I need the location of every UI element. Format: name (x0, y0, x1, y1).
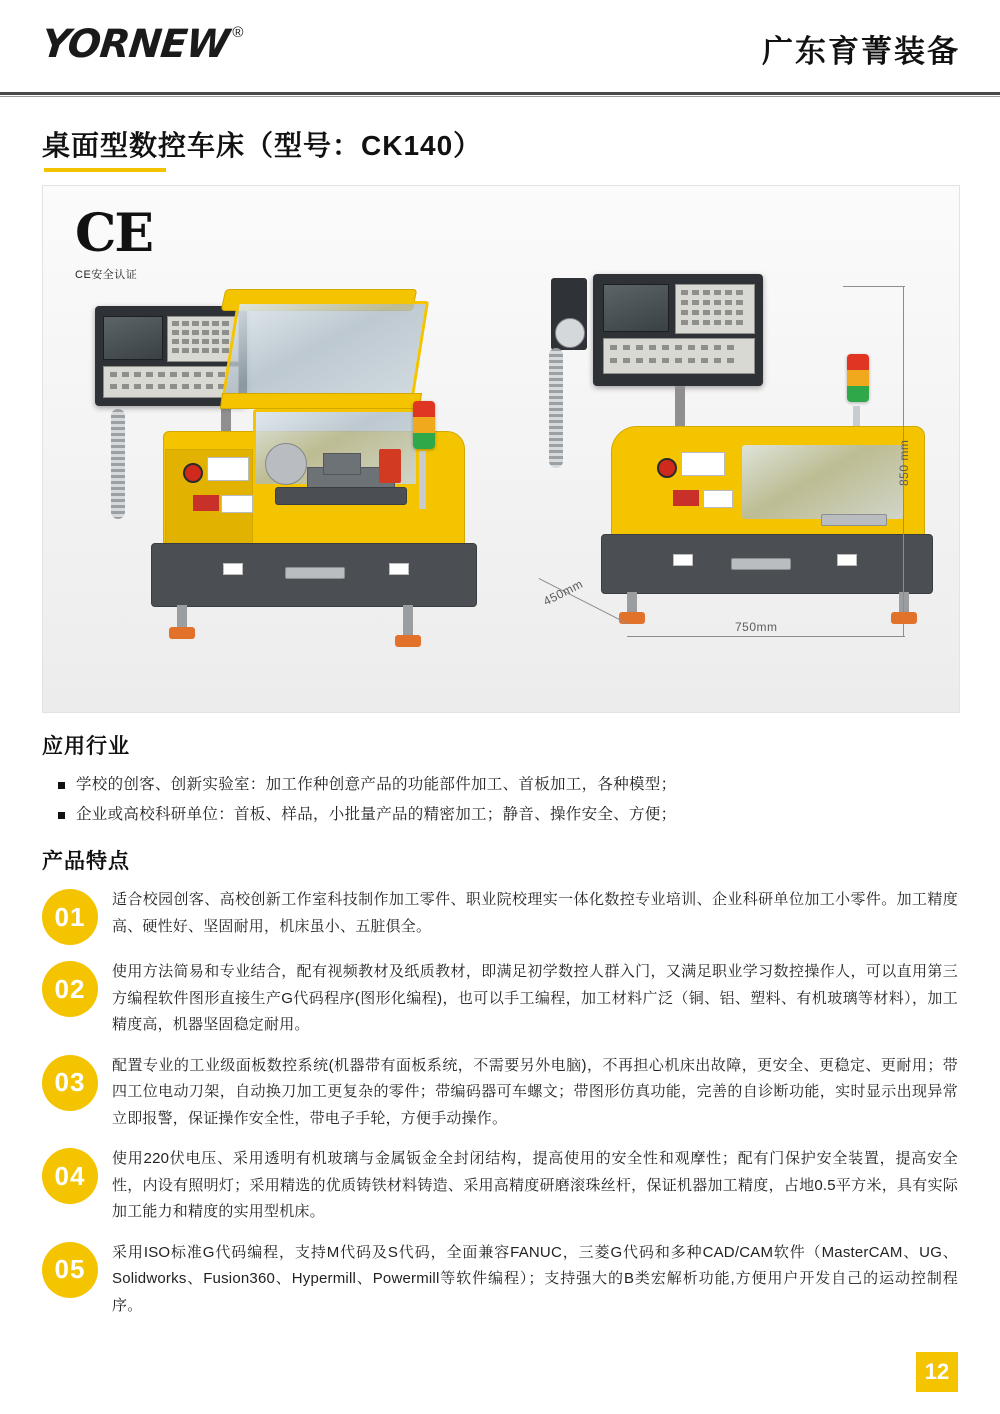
feature-text: 适合校园创客、高校创新工作室科技制作加工零件、职业院校理实一体化数控专业培训、企业科研单位加工小零件。加工精度高、硬性好、坚固耐用，机床虽小、五脏俱全。 (112, 891, 958, 935)
pendant-cable (549, 348, 563, 468)
control-label-plate-2 (681, 452, 725, 476)
feature-number-badge: 05 (42, 1242, 98, 1298)
base-plate-left (223, 563, 243, 575)
machine-photo-closed (523, 286, 943, 666)
feature-text: 使用220伏电压、采用透明有机玻璃与金属钣金全封闭结构，提高使用的安全性和观摩性；配有门保护安全装置，提高安全性，内设有照明灯；采用精选的优质铸铁材料铸造、采用高精度研磨滚珠丝杆，保证机器加工精度，占地0.5平方米，具有实际加工能力和精度的实用型机床。 (112, 1150, 958, 1220)
emergency-stop-button-2[interactable] (657, 458, 677, 478)
width-dimension-line (627, 636, 903, 637)
feature-text: 采用ISO标准G代码编程，支持M代码及S代码，全面兼容FANUC，三菱G代码和多种CAD/CAM软件（MasterCAM、UG、Solidworks、Fusion360、Hypermill、Powermill等软件编程）；支持强大的B类宏解析功能,方便用户开发自己的运动控制程序。 (112, 1243, 958, 1314)
features-list (42, 885, 958, 1331)
monitor-screen-2 (603, 284, 669, 332)
monitor-screen (103, 316, 163, 360)
feature-text: 使用方法简易和专业结合，配有视频教材及纸质教材，即满足初学数控人群入门，又满足职业学习数控操作人，可以直用第三方编程软件图形直接生产G代码程序(图形化编程)，也可以手工编程，加工材料广泛（铜、铝、塑料、有机玻璃等材料），加工精度高，机器坚固稳定耐用。 (112, 963, 958, 1033)
lamp-amber-2 (847, 370, 869, 386)
company-logo (39, 22, 244, 67)
depth-dimension-label: 450mm (541, 576, 586, 609)
machine-photo-open-hood (103, 281, 503, 671)
base-plate-right-2 (837, 554, 857, 566)
drawer-handle-2 (731, 558, 791, 570)
monitor-lower-keypad-2 (603, 338, 755, 374)
warning-plate (193, 495, 219, 511)
header-divider (0, 92, 1000, 95)
ce-logo-icon: CE (75, 203, 153, 264)
foot-stem-right (403, 605, 413, 637)
handwheel-dial[interactable] (555, 318, 585, 348)
base-plate-right (389, 563, 409, 575)
feature-item-04 (42, 1144, 958, 1226)
lathe-chuck (265, 443, 307, 485)
cnc-control-monitor-2 (593, 274, 763, 386)
cross-slide (323, 453, 361, 475)
list-item: 企业或高校科研单位：首板、样品，小批量产品的精密加工；静音、操作安全、方便； (56, 800, 956, 830)
front-door-window (739, 442, 907, 522)
tool-turret (379, 449, 401, 483)
feature-item-02 (42, 957, 958, 1039)
monitor-keypad-2 (675, 284, 755, 334)
machine-bed (275, 487, 407, 505)
hood-bottom-edge (220, 393, 422, 409)
lamp-red (413, 401, 435, 417)
lamp-green (413, 433, 435, 449)
registered-trademark-icon: ® (232, 24, 244, 41)
warning-plate-2 (673, 490, 699, 506)
title-underline (44, 168, 166, 172)
page-title: 桌面型数控车床（型号：CK140） (42, 130, 483, 161)
lamp-pole (419, 451, 426, 509)
product-photo-panel (42, 185, 960, 713)
list-item: 学校的创客、创新实验室：加工作种创意产品的功能部件加工、首板加工，各种模型； (56, 770, 956, 800)
foot-stem-left-2 (627, 592, 637, 614)
control-cable (111, 409, 125, 519)
leveling-foot-left (169, 627, 195, 639)
feature-item-01 (42, 885, 958, 945)
feature-number-badge: 02 (42, 961, 98, 1017)
page-header (0, 0, 1000, 92)
logo-wordmark: YORNEW (39, 22, 231, 67)
ce-caption: CE安全认证 (75, 269, 138, 281)
feature-text: 配置专业的工业级面板数控系统(机器带有面板系统，不需要另外电脑)，不再担心机床出故障，更安全、更稳定、更耐用；带四工位电动刀架，自动换刀加工更复杂的零件；带编码器可车螺文；带图形仿真功能，完善的自诊断功能，实时显示出现异常立即报警，保证操作安全性，带电子手轮，方便手动操作。 (112, 1056, 958, 1127)
signal-lamp-tower (413, 401, 435, 449)
features-heading: 产品特点 (42, 850, 130, 873)
hood-window (221, 301, 429, 403)
leveling-foot-right (395, 635, 421, 647)
height-dimension-tick-top (843, 286, 905, 287)
feature-number-badge: 04 (42, 1148, 98, 1204)
height-dimension-label: 850 mm (897, 439, 911, 486)
ce-mark (75, 203, 195, 282)
industries-heading: 应用行业 (42, 735, 130, 758)
base-plate-left-2 (673, 554, 693, 566)
leveling-foot-right-2 (891, 612, 917, 624)
header-divider-thin (0, 96, 1000, 97)
control-label-plate (207, 457, 249, 481)
page-number-badge: 12 (916, 1352, 958, 1392)
info-plate (221, 495, 253, 513)
feature-item-05 (42, 1238, 958, 1320)
drawer-handle (285, 567, 345, 579)
lamp-green-2 (847, 386, 869, 402)
brand-name-chinese: 广东育菁装备 (762, 34, 960, 69)
monitor-lower-keypad (103, 366, 239, 398)
info-plate-2 (703, 490, 733, 508)
feature-number-badge: 03 (42, 1055, 98, 1111)
foot-stem-left (177, 605, 187, 629)
lamp-red-2 (847, 354, 869, 370)
door-handle (821, 514, 887, 526)
foot-stem-right-2 (899, 592, 909, 614)
lamp-amber (413, 417, 435, 433)
feature-number-badge: 01 (42, 889, 98, 945)
feature-item-03 (42, 1051, 958, 1133)
width-dimension-label: 750mm (735, 620, 778, 634)
industries-list (56, 770, 956, 830)
emergency-stop-button[interactable] (183, 463, 203, 483)
signal-lamp-tower-2 (847, 354, 869, 402)
